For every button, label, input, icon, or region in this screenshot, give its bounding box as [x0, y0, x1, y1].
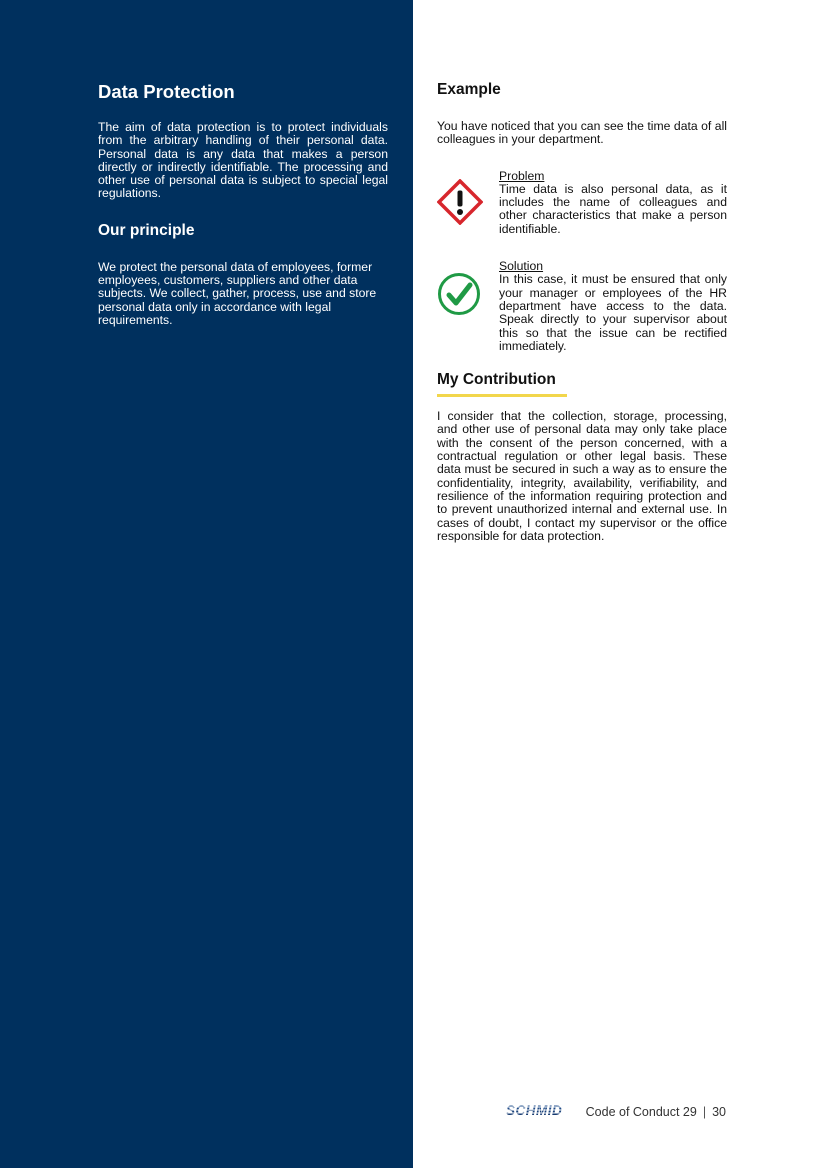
principle-text: We protect the personal data of employees, former employees, customers, suppliers and other data subjects. We collect, gather, process, use and store personal data only in accordance with legal requirements. [98, 259, 377, 327]
solution-text: In this case, it must be ensured that only your manager or employees of the HR department have access to the data. Speak directly to your supervisor about this so that the issue can be rectified immediately. [499, 272, 727, 353]
page-footer [506, 1103, 726, 1120]
checkmark-circle-icon [437, 260, 499, 316]
footer-separator: | [702, 1104, 707, 1119]
right-column [437, 80, 727, 543]
document-title: Code of Conduct 29 [585, 1104, 697, 1119]
example-intro: You have noticed that you can see the time data of all colleagues in your department. [437, 119, 727, 147]
problem-callout [437, 170, 727, 236]
page-number: 30 [712, 1104, 726, 1119]
section-title-data-protection: Data Protection [98, 81, 235, 102]
svg-text:SCHMID: SCHMID [505, 1103, 562, 1117]
contribution-text: I consider that the collection, storage, processing, and other use of personal data may only take place with the consent of the person concerned, with a contractual regulation or other legal basis. These data must be secured in such a way as to ensure the confidentiality, integrity, availability, verifiability, and resilience of the information requiring protection and to prevent unauthorized internal and external use. In cases of doubt, I contact my supervisor or the office responsible for data protection. [437, 409, 727, 543]
problem-text: Time data is also personal data, as it includes the name of colleagues and other characteristics that make a person identifiable. [499, 181, 727, 236]
problem-label: Problem [499, 168, 545, 183]
title-underline [437, 394, 567, 397]
data-protection-intro: The aim of data protection is to protect individuals from the arbitrary handling of their personal data. Personal data is any data that makes a person directly or indirectly identifiable. The processing and other use of personal data is subject to special legal regulations. [98, 120, 388, 201]
section-title-our-principle: Our principle [98, 221, 195, 239]
left-column [98, 80, 388, 327]
solution-callout [437, 260, 727, 353]
section-title-my-contribution: My Contribution [437, 371, 556, 389]
section-title-example: Example [437, 81, 501, 98]
warning-diamond-icon [437, 170, 499, 225]
schmid-logo [506, 1103, 580, 1120]
solution-label: Solution [499, 259, 544, 274]
